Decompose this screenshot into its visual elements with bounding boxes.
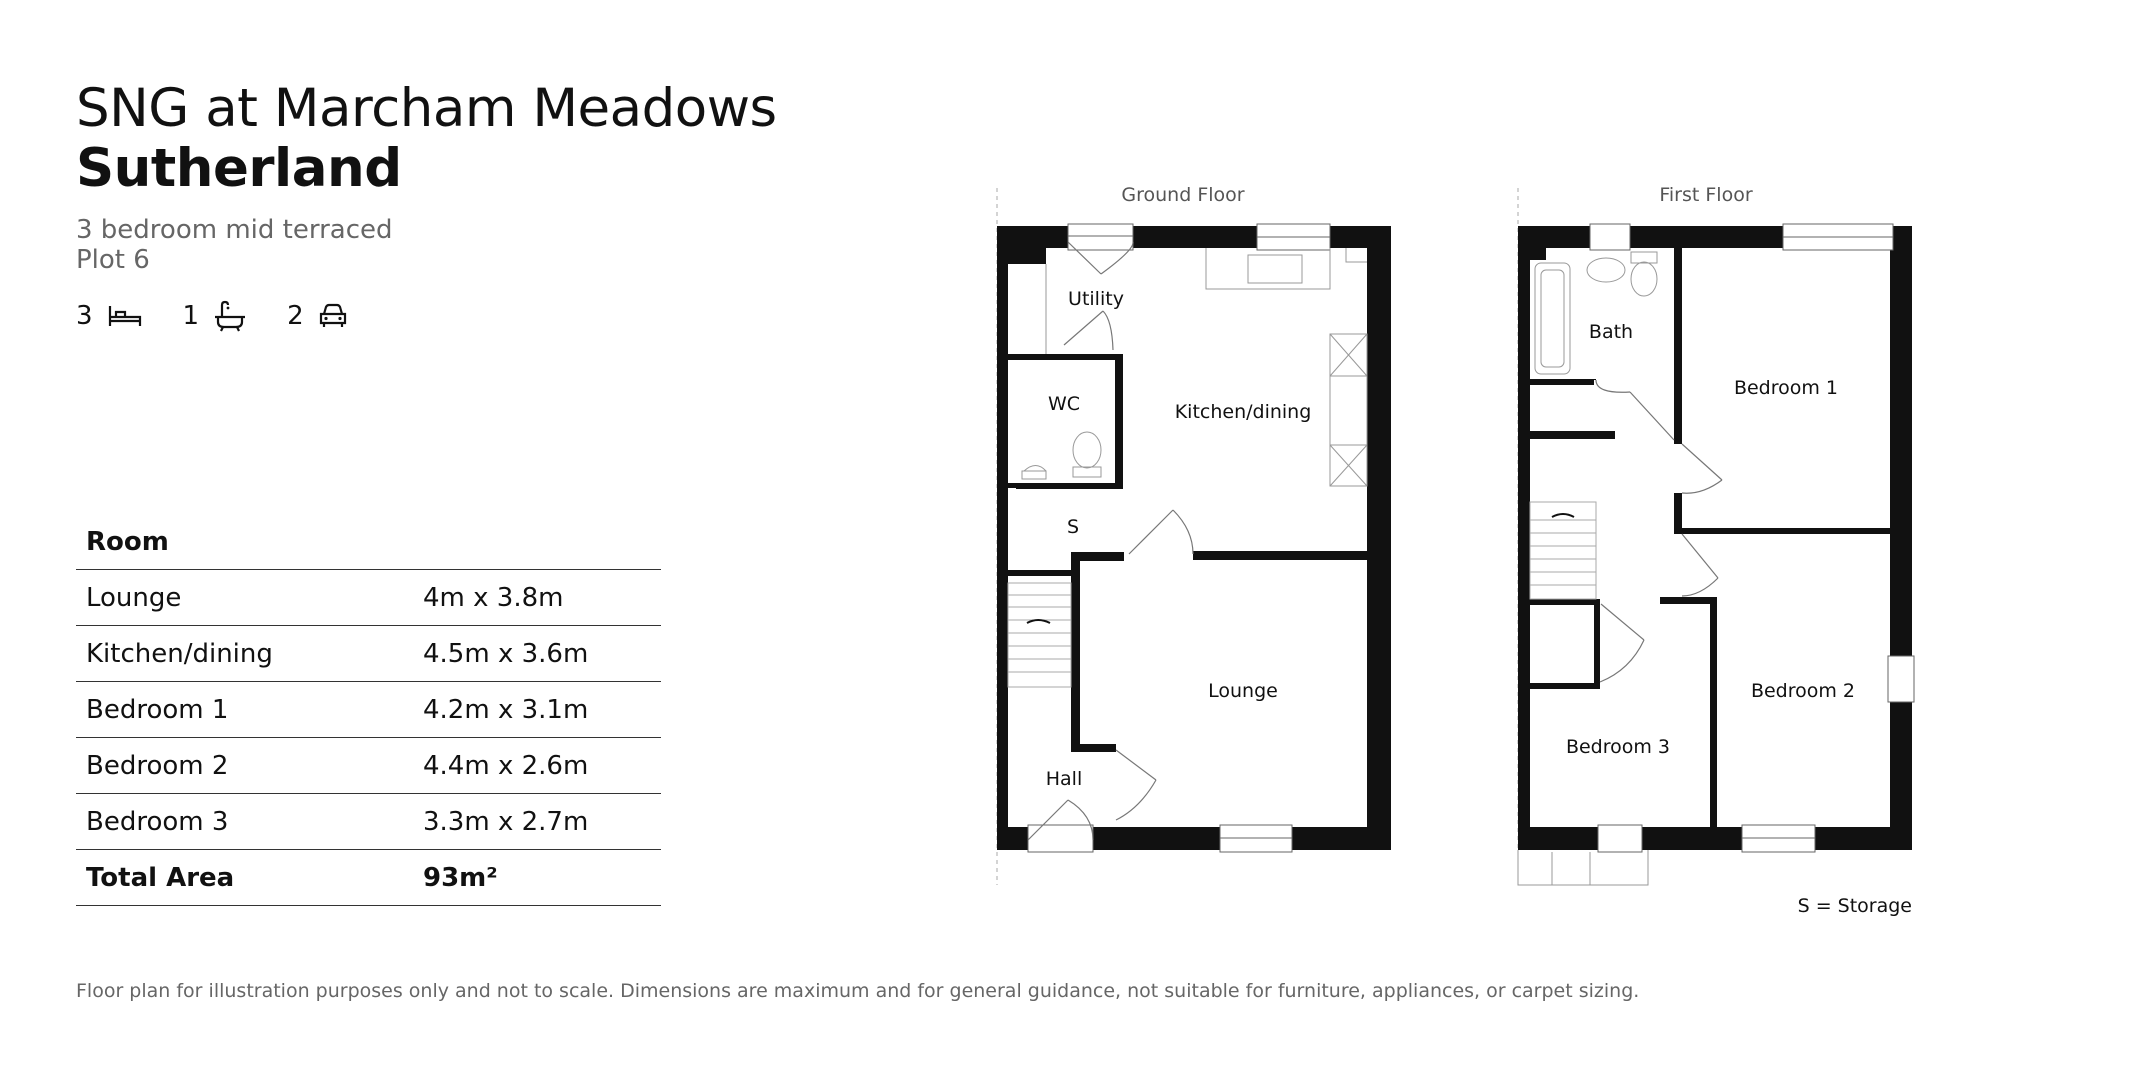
- room-dimensions: 4.2m x 3.1m: [413, 682, 661, 738]
- room-label-utility: Utility: [1068, 288, 1124, 310]
- first-floor-plan: [1518, 184, 1914, 917]
- room-name: Lounge: [76, 570, 413, 626]
- total-area-value: 93m²: [413, 850, 661, 906]
- bathroom-fittings: [1535, 252, 1657, 374]
- room-name: Bedroom 2: [76, 738, 413, 794]
- room-label-storage: S: [1066, 516, 1080, 538]
- first-floor-title: First Floor: [1659, 184, 1753, 206]
- total-area-label: Total Area: [76, 850, 413, 906]
- storage-legend: S = Storage: [1797, 895, 1912, 917]
- disclaimer-text: Floor plan for illustration purposes only and not to scale. Dimensions are maximum and for general guidance, not suitable for furniture, appliances, or carpet sizing.: [76, 980, 1640, 1002]
- room-dimensions: 3.3m x 2.7m: [413, 794, 661, 850]
- ground-floor-title: Ground Floor: [1121, 184, 1245, 206]
- development-name: SNG at Marcham Meadows: [76, 78, 777, 139]
- room-label-bedroom-2: Bedroom 2: [1750, 680, 1856, 702]
- room-label-bedroom-1: Bedroom 1: [1733, 377, 1839, 399]
- room-name: Bedroom 1: [76, 682, 413, 738]
- ground-stairs: [1008, 583, 1071, 687]
- room-label-lounge: Lounge: [1208, 680, 1278, 702]
- plot-number: Plot 6: [76, 245, 150, 275]
- room-label-bath: Bath: [1588, 321, 1634, 343]
- room-label-hall: Hall: [1045, 768, 1083, 790]
- bathrooms-count: 1: [182, 301, 200, 331]
- first-floor-ledge: [1518, 850, 1648, 885]
- room-label-wc: WC: [1047, 393, 1081, 415]
- room-label-kitchen-dining: Kitchen/dining: [1174, 401, 1312, 423]
- room-dimensions: 4m x 3.8m: [413, 570, 661, 626]
- room-name: Bedroom 3: [76, 794, 413, 850]
- ground-floor-windows: [1008, 224, 1330, 852]
- ground-floor-plan: [997, 184, 1391, 885]
- parking-count: 2: [287, 301, 304, 331]
- house-type-name: Sutherland: [76, 138, 402, 199]
- house-description: 3 bedroom mid terraced: [76, 215, 393, 245]
- room-dimensions: 4.4m x 2.6m: [413, 738, 661, 794]
- kitchen-units: [1046, 248, 1367, 486]
- ground-floor-walls: [997, 226, 1391, 850]
- room-column-header: Room: [76, 514, 413, 570]
- bedrooms-count: 3: [76, 301, 93, 331]
- room-name: Kitchen/dining: [76, 626, 413, 682]
- room-dimensions: 4.5m x 3.6m: [413, 626, 661, 682]
- wc-fittings: [1022, 432, 1101, 479]
- room-label-bedroom-3: Bedroom 3: [1565, 736, 1671, 758]
- first-stairs: [1530, 502, 1596, 599]
